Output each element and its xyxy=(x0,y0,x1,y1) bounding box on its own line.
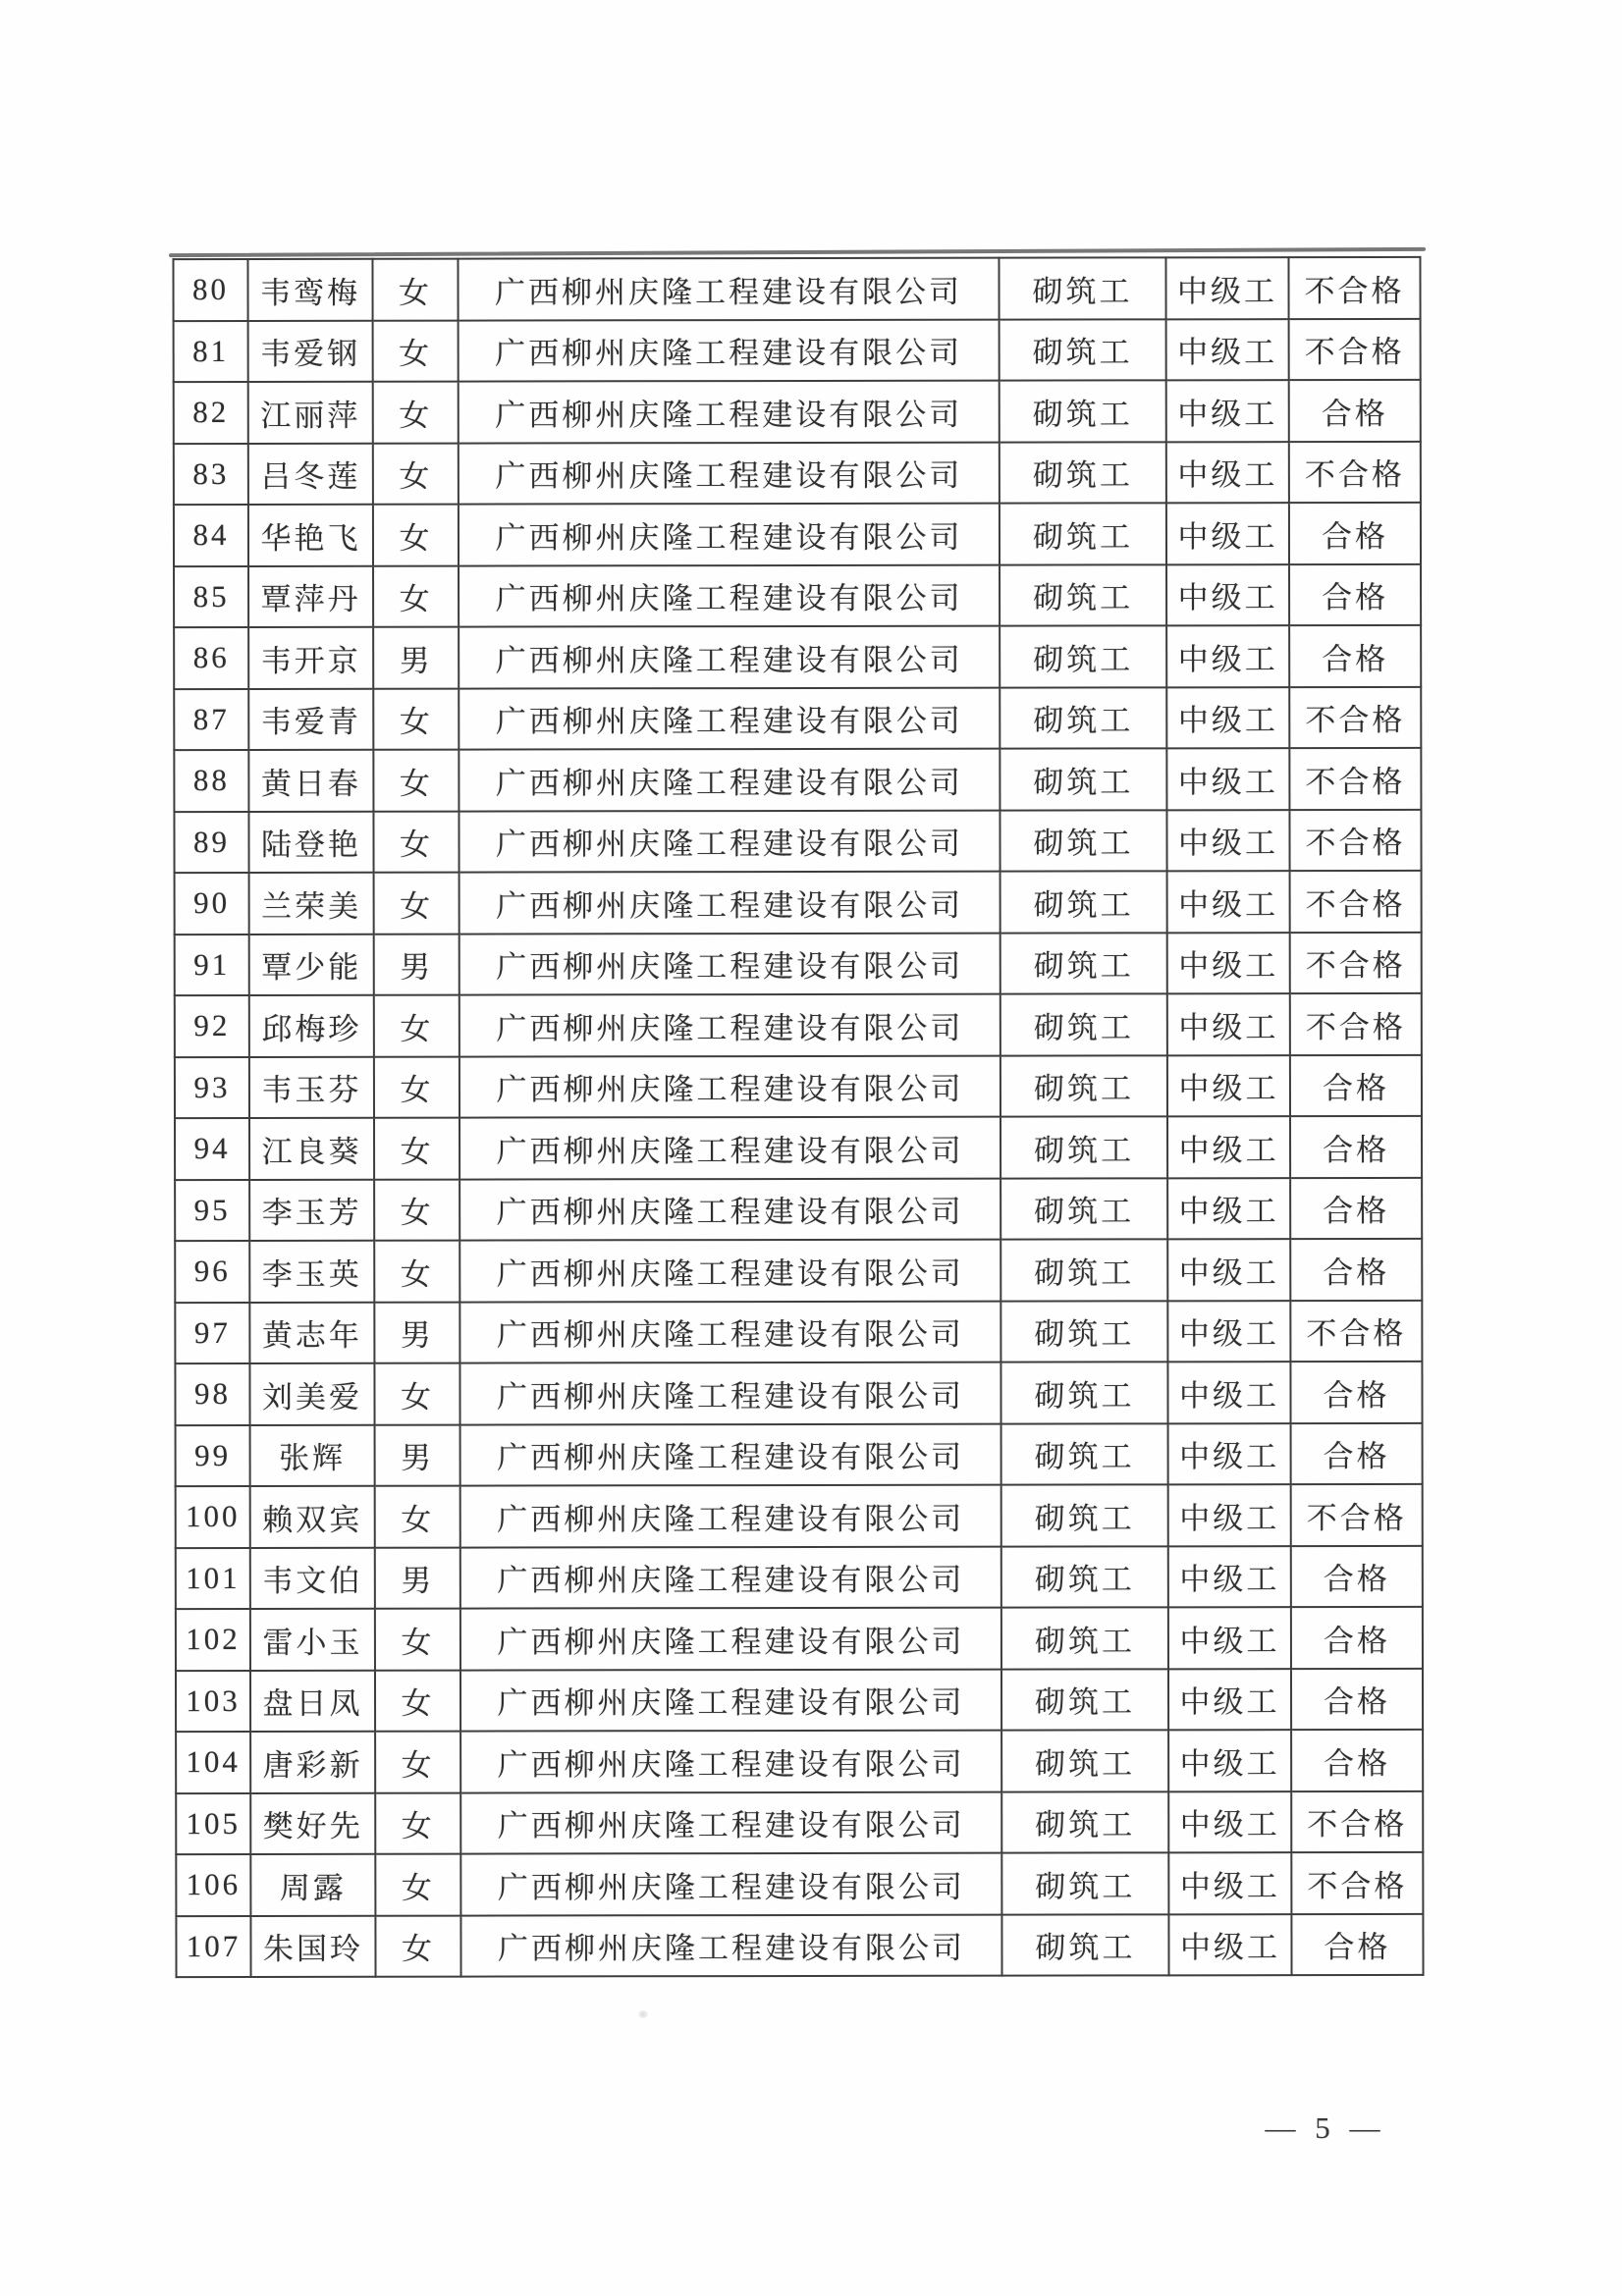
name-cell: 韦爱钢 xyxy=(248,320,373,382)
company-cell: 广西柳州庆隆工程建设有限公司 xyxy=(460,1731,1001,1792)
gender-cell: 女 xyxy=(374,1179,460,1241)
gender-cell: 女 xyxy=(374,995,460,1057)
company-cell: 广西柳州庆隆工程建设有限公司 xyxy=(459,810,1000,872)
seq-cell: 96 xyxy=(175,1241,249,1303)
job-cell: 砌筑工 xyxy=(1000,871,1167,933)
table-row xyxy=(175,993,1422,1057)
seq-cell: 95 xyxy=(175,1179,249,1241)
result-cell: 合格 xyxy=(1289,625,1421,687)
level-cell: 中级工 xyxy=(1168,1607,1291,1669)
gender-cell: 女 xyxy=(375,1486,460,1548)
gender-cell: 女 xyxy=(375,1792,460,1854)
name-cell: 江良葵 xyxy=(249,1118,374,1180)
company-cell: 广西柳州庆隆工程建设有限公司 xyxy=(460,1178,1000,1240)
company-cell: 广西柳州庆隆工程建设有限公司 xyxy=(459,687,1000,749)
gender-cell: 男 xyxy=(375,1547,460,1609)
job-cell: 砌筑工 xyxy=(1000,1055,1167,1117)
name-cell: 江丽萍 xyxy=(248,382,373,444)
job-cell: 砌筑工 xyxy=(1001,1484,1168,1546)
gender-cell: 女 xyxy=(373,565,459,627)
result-cell: 不合格 xyxy=(1290,932,1422,993)
seq-cell: 88 xyxy=(174,750,248,812)
level-cell: 中级工 xyxy=(1168,1546,1291,1608)
name-cell: 邱梅珍 xyxy=(249,995,374,1057)
level-cell: 中级工 xyxy=(1167,1362,1290,1423)
company-cell: 广西柳州庆隆工程建设有限公司 xyxy=(460,1117,1000,1179)
table-row xyxy=(176,1422,1423,1486)
table-row xyxy=(176,1852,1423,1916)
seq-cell: 80 xyxy=(173,259,247,321)
name-cell: 朱国玲 xyxy=(250,1915,375,1977)
seq-cell: 104 xyxy=(176,1732,250,1793)
job-cell: 砌筑工 xyxy=(1000,503,1166,564)
result-cell: 合格 xyxy=(1291,1545,1423,1607)
table-row xyxy=(176,1913,1423,1977)
result-cell: 合格 xyxy=(1290,1054,1422,1116)
table-row xyxy=(175,1300,1422,1363)
result-cell: 不合格 xyxy=(1289,748,1421,810)
gender-cell: 男 xyxy=(375,1424,460,1486)
name-cell: 韦开京 xyxy=(248,627,373,689)
level-cell: 中级工 xyxy=(1165,257,1288,319)
level-cell: 中级工 xyxy=(1168,1730,1291,1791)
name-cell: 韦玉芬 xyxy=(249,1056,374,1118)
company-cell: 广西柳州庆隆工程建设有限公司 xyxy=(459,319,1000,381)
job-cell: 砌筑工 xyxy=(1000,993,1167,1055)
name-cell: 黄志年 xyxy=(249,1302,374,1363)
result-cell: 不合格 xyxy=(1289,441,1421,503)
name-cell: 唐彩新 xyxy=(250,1732,375,1793)
level-cell: 中级工 xyxy=(1167,1055,1290,1117)
seq-cell: 93 xyxy=(175,1056,249,1118)
level-cell: 中级工 xyxy=(1168,1484,1291,1546)
table-row xyxy=(176,1668,1423,1732)
result-cell: 不合格 xyxy=(1291,1852,1423,1914)
level-cell: 中级工 xyxy=(1168,1791,1291,1853)
result-cell: 合格 xyxy=(1290,1362,1422,1423)
company-cell: 广西柳州庆隆工程建设有限公司 xyxy=(460,1240,1000,1302)
company-cell: 广西柳州庆隆工程建设有限公司 xyxy=(459,381,1000,443)
gender-cell: 男 xyxy=(374,1302,460,1363)
result-cell: 不合格 xyxy=(1289,318,1421,380)
table-row xyxy=(176,1607,1423,1671)
level-cell: 中级工 xyxy=(1166,503,1289,564)
job-cell: 砌筑工 xyxy=(1000,442,1166,504)
level-cell: 中级工 xyxy=(1168,1669,1291,1731)
level-cell: 中级工 xyxy=(1167,1116,1290,1178)
company-cell: 广西柳州庆隆工程建设有限公司 xyxy=(460,994,1000,1056)
level-cell: 中级工 xyxy=(1167,933,1290,994)
seq-cell: 106 xyxy=(176,1854,250,1916)
job-cell: 砌筑工 xyxy=(1000,933,1167,994)
job-cell: 砌筑工 xyxy=(1000,687,1166,749)
company-cell: 广西柳州庆隆工程建设有限公司 xyxy=(460,1791,1001,1853)
company-cell: 广西柳州庆隆工程建设有限公司 xyxy=(460,1669,1001,1731)
table-row xyxy=(173,257,1420,321)
result-cell: 合格 xyxy=(1289,503,1421,564)
table-row xyxy=(174,809,1421,873)
result-cell: 不合格 xyxy=(1290,993,1422,1055)
seq-cell: 97 xyxy=(175,1302,249,1363)
job-cell: 砌筑工 xyxy=(1000,1178,1167,1240)
seq-cell: 98 xyxy=(175,1363,249,1425)
result-cell: 合格 xyxy=(1291,1422,1423,1484)
company-cell: 广西柳州庆隆工程建设有限公司 xyxy=(460,1914,1001,1976)
level-cell: 中级工 xyxy=(1166,625,1289,687)
table-row xyxy=(175,871,1422,934)
job-cell: 砌筑工 xyxy=(1000,810,1166,872)
name-cell: 陆登艳 xyxy=(248,811,373,873)
table-row xyxy=(176,1484,1423,1548)
seq-cell: 86 xyxy=(174,627,248,689)
job-cell: 砌筑工 xyxy=(1001,1607,1168,1669)
company-cell: 广西柳州庆隆工程建设有限公司 xyxy=(460,1055,1000,1117)
job-cell: 砌筑工 xyxy=(1001,1914,1168,1976)
gender-cell: 男 xyxy=(374,934,460,995)
table-row xyxy=(174,563,1421,627)
name-cell: 黄日春 xyxy=(248,750,373,812)
table-row xyxy=(174,503,1421,566)
level-cell: 中级工 xyxy=(1166,380,1289,442)
level-cell: 中级工 xyxy=(1167,871,1290,933)
seq-cell: 87 xyxy=(174,688,248,750)
job-cell: 砌筑工 xyxy=(1000,625,1166,687)
gender-cell: 女 xyxy=(374,1118,460,1180)
gender-cell: 女 xyxy=(373,688,459,750)
seq-cell: 102 xyxy=(176,1609,250,1671)
seq-cell: 90 xyxy=(175,873,249,934)
table-row xyxy=(175,1362,1422,1425)
name-cell: 韦鸾梅 xyxy=(247,259,372,321)
gender-cell: 女 xyxy=(375,1915,460,1977)
result-cell: 合格 xyxy=(1291,1607,1423,1669)
table-row xyxy=(175,1177,1422,1241)
gender-cell: 女 xyxy=(375,1670,460,1732)
table-row xyxy=(175,1116,1422,1180)
gender-cell: 女 xyxy=(373,505,459,566)
gender-cell: 女 xyxy=(374,1241,460,1303)
job-cell: 砌筑工 xyxy=(1000,1301,1167,1362)
company-cell: 广西柳州庆隆工程建设有限公司 xyxy=(459,442,1000,504)
gender-cell: 女 xyxy=(373,320,459,382)
company-cell: 广西柳州庆隆工程建设有限公司 xyxy=(459,626,1000,688)
seq-cell: 94 xyxy=(175,1118,249,1180)
gender-cell: 女 xyxy=(374,1363,460,1425)
name-cell: 雷小玉 xyxy=(250,1609,375,1671)
level-cell: 中级工 xyxy=(1166,319,1289,381)
result-cell: 不合格 xyxy=(1291,1484,1423,1546)
name-cell: 樊好先 xyxy=(250,1792,375,1854)
company-cell: 广西柳州庆隆工程建设有限公司 xyxy=(460,1546,1001,1608)
company-cell: 广西柳州庆隆工程建设有限公司 xyxy=(460,933,1000,994)
level-cell: 中级工 xyxy=(1166,442,1289,504)
company-cell: 广西柳州庆隆工程建设有限公司 xyxy=(460,1362,1000,1424)
level-cell: 中级工 xyxy=(1166,810,1289,872)
company-cell: 广西柳州庆隆工程建设有限公司 xyxy=(459,749,1000,811)
name-cell: 周露 xyxy=(250,1854,375,1916)
seq-cell: 92 xyxy=(175,995,249,1057)
result-cell: 合格 xyxy=(1291,1668,1423,1730)
table-row xyxy=(175,1239,1422,1303)
job-cell: 砌筑工 xyxy=(1000,319,1166,381)
name-cell: 盘日凤 xyxy=(250,1670,375,1732)
company-cell: 广西柳州庆隆工程建设有限公司 xyxy=(460,1853,1001,1915)
gender-cell: 女 xyxy=(372,259,458,321)
name-cell: 李玉英 xyxy=(249,1241,374,1303)
name-cell: 赖双宾 xyxy=(250,1486,375,1548)
gender-cell: 男 xyxy=(373,627,459,689)
seq-cell: 84 xyxy=(174,505,248,566)
level-cell: 中级工 xyxy=(1166,748,1289,810)
job-cell: 砌筑工 xyxy=(1001,1852,1168,1914)
job-cell: 砌筑工 xyxy=(1000,564,1166,626)
page-number: — 5 — xyxy=(1265,2110,1386,2145)
result-cell: 合格 xyxy=(1290,1239,1422,1301)
name-cell: 李玉芳 xyxy=(249,1179,374,1241)
name-cell: 覃萍丹 xyxy=(248,565,373,627)
job-cell: 砌筑工 xyxy=(1000,1116,1167,1178)
seq-cell: 81 xyxy=(174,320,248,382)
level-cell: 中级工 xyxy=(1167,1178,1290,1240)
name-cell: 覃少能 xyxy=(249,934,374,995)
level-cell: 中级工 xyxy=(1167,993,1290,1055)
seq-cell: 105 xyxy=(176,1792,250,1854)
result-cell: 合格 xyxy=(1291,1730,1423,1791)
company-cell: 广西柳州庆隆工程建设有限公司 xyxy=(458,258,999,320)
level-cell: 中级工 xyxy=(1166,564,1289,626)
gender-cell: 女 xyxy=(373,811,459,873)
seq-cell: 82 xyxy=(174,382,248,444)
job-cell: 砌筑工 xyxy=(1001,1546,1168,1608)
job-cell: 砌筑工 xyxy=(1000,1362,1167,1423)
name-cell: 刘美爱 xyxy=(249,1363,374,1425)
company-cell: 广西柳州庆隆工程建设有限公司 xyxy=(460,1485,1001,1547)
level-cell: 中级工 xyxy=(1168,1914,1291,1976)
table-row xyxy=(174,318,1421,382)
name-cell: 吕冬莲 xyxy=(248,443,373,505)
seq-cell: 91 xyxy=(175,934,249,995)
company-cell: 广西柳州庆隆工程建设有限公司 xyxy=(460,1608,1001,1670)
level-cell: 中级工 xyxy=(1168,1852,1291,1914)
result-cell: 不合格 xyxy=(1289,686,1421,748)
company-cell: 广西柳州庆隆工程建设有限公司 xyxy=(460,872,1000,934)
seq-cell: 107 xyxy=(176,1915,250,1977)
table-row xyxy=(175,932,1422,995)
result-cell: 合格 xyxy=(1290,1116,1422,1178)
personnel-results-table xyxy=(172,256,1424,1978)
result-cell: 合格 xyxy=(1289,563,1421,625)
gender-cell: 女 xyxy=(373,443,459,505)
seq-cell: 101 xyxy=(176,1547,250,1609)
company-cell: 广西柳州庆隆工程建设有限公司 xyxy=(460,1301,1000,1362)
seq-cell: 85 xyxy=(174,565,248,627)
table-row xyxy=(176,1790,1423,1854)
name-cell: 韦文伯 xyxy=(250,1547,375,1609)
level-cell: 中级工 xyxy=(1167,1301,1290,1362)
table-body xyxy=(173,257,1423,1977)
result-cell: 合格 xyxy=(1291,1913,1423,1975)
result-cell: 不合格 xyxy=(1290,1300,1422,1362)
job-cell: 砌筑工 xyxy=(1000,1239,1167,1301)
result-cell: 不合格 xyxy=(1290,871,1422,933)
table-row xyxy=(176,1545,1423,1609)
result-cell: 合格 xyxy=(1289,380,1421,442)
table-row xyxy=(174,441,1421,505)
gender-cell: 女 xyxy=(373,382,459,444)
result-cell: 不合格 xyxy=(1291,1790,1423,1852)
table-row xyxy=(174,686,1421,750)
seq-cell: 89 xyxy=(174,811,248,873)
seq-cell: 99 xyxy=(176,1424,250,1486)
gender-cell: 女 xyxy=(374,873,460,934)
gender-cell: 女 xyxy=(375,1732,460,1793)
gender-cell: 女 xyxy=(374,1056,460,1118)
name-cell: 兰荣美 xyxy=(249,873,374,934)
table-row xyxy=(174,625,1421,689)
job-cell: 砌筑工 xyxy=(1001,1423,1168,1485)
table-row xyxy=(174,380,1421,444)
table-row xyxy=(175,1054,1422,1118)
job-cell: 砌筑工 xyxy=(1001,1791,1168,1853)
company-cell: 广西柳州庆隆工程建设有限公司 xyxy=(459,564,1000,626)
result-cell: 不合格 xyxy=(1288,257,1420,319)
job-cell: 砌筑工 xyxy=(1001,1669,1168,1731)
job-cell: 砌筑工 xyxy=(1000,748,1166,810)
seq-cell: 83 xyxy=(174,443,248,505)
company-cell: 广西柳州庆隆工程建设有限公司 xyxy=(460,1423,1001,1485)
gender-cell: 女 xyxy=(375,1854,460,1916)
job-cell: 砌筑工 xyxy=(1000,380,1166,442)
job-cell: 砌筑工 xyxy=(1001,1730,1168,1791)
seq-cell: 100 xyxy=(176,1486,250,1548)
gender-cell: 女 xyxy=(375,1609,460,1671)
job-cell: 砌筑工 xyxy=(999,257,1165,319)
level-cell: 中级工 xyxy=(1168,1423,1291,1485)
result-cell: 不合格 xyxy=(1289,809,1421,871)
scan-smudge xyxy=(638,2010,648,2018)
company-cell: 广西柳州庆隆工程建设有限公司 xyxy=(459,504,1000,565)
name-cell: 华艳飞 xyxy=(248,505,373,566)
result-cell: 合格 xyxy=(1290,1177,1422,1239)
seq-cell: 103 xyxy=(176,1670,250,1732)
table-row xyxy=(174,748,1421,812)
table-row xyxy=(176,1730,1423,1793)
name-cell: 张辉 xyxy=(250,1424,375,1486)
gender-cell: 女 xyxy=(373,750,459,812)
level-cell: 中级工 xyxy=(1167,1239,1290,1301)
level-cell: 中级工 xyxy=(1166,687,1289,749)
name-cell: 韦爱青 xyxy=(248,688,373,750)
